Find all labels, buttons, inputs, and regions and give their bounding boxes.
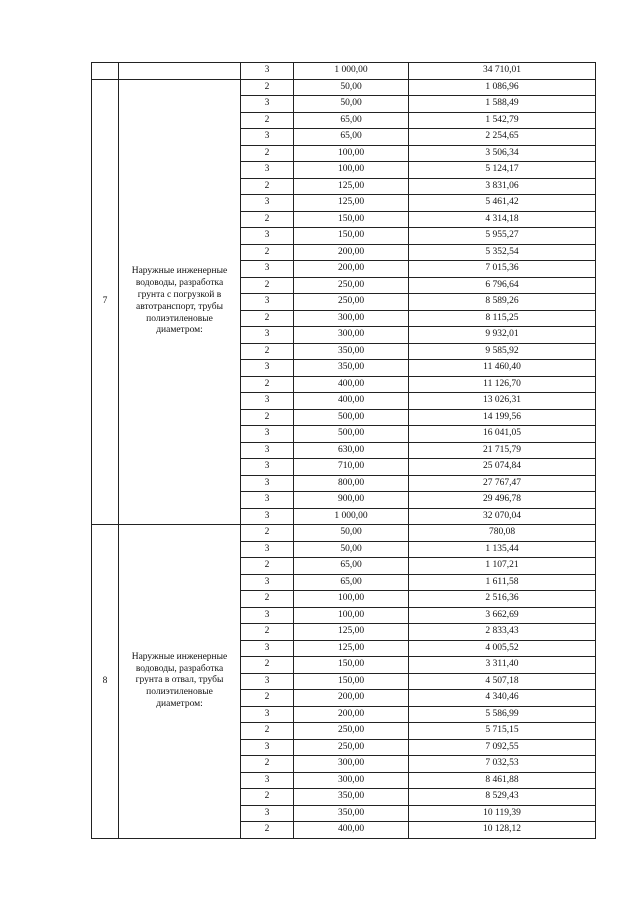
price-cell: 2 833,43 (409, 624, 596, 641)
price-cell: 9 585,92 (409, 343, 596, 360)
price-cell: 3 831,06 (409, 178, 596, 195)
diameter-cell: 100,00 (294, 607, 409, 624)
price-cell: 32 070,04 (409, 508, 596, 525)
diameter-cell: 300,00 (294, 756, 409, 773)
diameter-cell: 250,00 (294, 277, 409, 294)
price-cell: 8 115,25 (409, 310, 596, 327)
diameter-cell: 350,00 (294, 789, 409, 806)
diameter-cell: 800,00 (294, 475, 409, 492)
category-cell: 2 (241, 244, 294, 261)
price-cell: 21 715,79 (409, 442, 596, 459)
category-cell: 3 (241, 261, 294, 278)
description-cell (119, 63, 241, 80)
category-cell: 2 (241, 690, 294, 707)
category-cell: 3 (241, 195, 294, 212)
category-cell: 2 (241, 822, 294, 839)
price-cell: 7 032,53 (409, 756, 596, 773)
price-cell: 2 254,65 (409, 129, 596, 146)
diameter-cell: 65,00 (294, 574, 409, 591)
price-cell: 2 516,36 (409, 591, 596, 608)
diameter-cell: 65,00 (294, 112, 409, 129)
diameter-cell: 150,00 (294, 228, 409, 245)
price-cell: 11 460,40 (409, 360, 596, 377)
price-cell: 4 314,18 (409, 211, 596, 228)
price-cell: 4 005,52 (409, 640, 596, 657)
category-cell: 2 (241, 624, 294, 641)
price-cell: 34 710,01 (409, 63, 596, 80)
price-cell: 14 199,56 (409, 409, 596, 426)
category-cell: 3 (241, 327, 294, 344)
category-cell: 3 (241, 706, 294, 723)
category-cell: 3 (241, 607, 294, 624)
diameter-cell: 200,00 (294, 690, 409, 707)
category-cell: 2 (241, 310, 294, 327)
price-cell: 5 352,54 (409, 244, 596, 261)
category-cell: 3 (241, 228, 294, 245)
diameter-cell: 200,00 (294, 261, 409, 278)
diameter-cell: 300,00 (294, 310, 409, 327)
diameter-cell: 1 000,00 (294, 508, 409, 525)
category-cell: 3 (241, 508, 294, 525)
diameter-cell: 50,00 (294, 79, 409, 96)
price-cell: 13 026,31 (409, 393, 596, 410)
diameter-cell: 100,00 (294, 162, 409, 179)
category-cell: 3 (241, 805, 294, 822)
diameter-cell: 400,00 (294, 822, 409, 839)
diameter-cell: 350,00 (294, 805, 409, 822)
diameter-cell: 65,00 (294, 558, 409, 575)
price-cell: 5 586,99 (409, 706, 596, 723)
diameter-cell: 125,00 (294, 624, 409, 641)
diameter-cell: 500,00 (294, 409, 409, 426)
category-cell: 2 (241, 558, 294, 575)
price-cell: 16 041,05 (409, 426, 596, 443)
price-cell: 4 507,18 (409, 673, 596, 690)
diameter-cell: 300,00 (294, 772, 409, 789)
description-cell: Наружные инженерные водоводы, разработка грунта с погрузкой в автотранспорт, трубы полиэтиленовые диаметром: (119, 79, 241, 525)
category-cell: 2 (241, 525, 294, 542)
category-cell: 3 (241, 393, 294, 410)
category-cell: 2 (241, 376, 294, 393)
diameter-cell: 900,00 (294, 492, 409, 509)
description-cell: Наружные инженерные водоводы, разработка грунта в отвал, трубы полиэтиленовые диаметром: (119, 525, 241, 839)
diameter-cell: 350,00 (294, 343, 409, 360)
price-cell: 11 126,70 (409, 376, 596, 393)
category-cell: 3 (241, 360, 294, 377)
category-cell: 2 (241, 79, 294, 96)
price-cell: 10 119,39 (409, 805, 596, 822)
price-cell: 4 340,46 (409, 690, 596, 707)
category-cell: 2 (241, 178, 294, 195)
diameter-cell: 100,00 (294, 591, 409, 608)
diameter-cell: 400,00 (294, 376, 409, 393)
price-cell: 3 662,69 (409, 607, 596, 624)
category-cell: 3 (241, 129, 294, 146)
category-cell: 2 (241, 723, 294, 740)
diameter-cell: 125,00 (294, 640, 409, 657)
diameter-cell: 250,00 (294, 739, 409, 756)
diameter-cell: 150,00 (294, 673, 409, 690)
category-cell: 3 (241, 574, 294, 591)
diameter-cell: 50,00 (294, 525, 409, 542)
category-cell: 3 (241, 772, 294, 789)
price-cell: 1 086,96 (409, 79, 596, 96)
category-cell: 2 (241, 112, 294, 129)
category-cell: 2 (241, 657, 294, 674)
category-cell: 3 (241, 541, 294, 558)
price-cell: 1 611,58 (409, 574, 596, 591)
price-cell: 5 461,42 (409, 195, 596, 212)
diameter-cell: 1 000,00 (294, 63, 409, 80)
price-table (91, 62, 596, 839)
category-cell: 3 (241, 475, 294, 492)
diameter-cell: 250,00 (294, 294, 409, 311)
price-cell: 8 529,43 (409, 789, 596, 806)
diameter-cell: 150,00 (294, 211, 409, 228)
diameter-cell: 125,00 (294, 195, 409, 212)
category-cell: 2 (241, 277, 294, 294)
diameter-cell: 300,00 (294, 327, 409, 344)
price-cell: 5 124,17 (409, 162, 596, 179)
category-cell: 3 (241, 640, 294, 657)
category-cell: 3 (241, 63, 294, 80)
diameter-cell: 400,00 (294, 393, 409, 410)
category-cell: 3 (241, 96, 294, 113)
category-cell: 2 (241, 343, 294, 360)
category-cell: 2 (241, 211, 294, 228)
price-cell: 1 542,79 (409, 112, 596, 129)
price-cell: 1 135,44 (409, 541, 596, 558)
category-cell: 3 (241, 492, 294, 509)
diameter-cell: 710,00 (294, 459, 409, 476)
category-cell: 2 (241, 409, 294, 426)
diameter-cell: 630,00 (294, 442, 409, 459)
price-cell: 7 015,36 (409, 261, 596, 278)
diameter-cell: 100,00 (294, 145, 409, 162)
category-cell: 2 (241, 145, 294, 162)
diameter-cell: 500,00 (294, 426, 409, 443)
diameter-cell: 350,00 (294, 360, 409, 377)
category-cell: 3 (241, 739, 294, 756)
category-cell: 3 (241, 459, 294, 476)
price-cell: 10 128,12 (409, 822, 596, 839)
price-cell: 6 796,64 (409, 277, 596, 294)
price-cell: 5 955,27 (409, 228, 596, 245)
category-cell: 3 (241, 162, 294, 179)
price-cell: 780,08 (409, 525, 596, 542)
category-cell: 2 (241, 756, 294, 773)
category-cell: 3 (241, 442, 294, 459)
diameter-cell: 150,00 (294, 657, 409, 674)
diameter-cell: 200,00 (294, 706, 409, 723)
diameter-cell: 65,00 (294, 129, 409, 146)
diameter-cell: 50,00 (294, 541, 409, 558)
category-cell: 2 (241, 591, 294, 608)
row-number-cell (92, 63, 119, 80)
price-cell: 3 506,34 (409, 145, 596, 162)
diameter-cell: 250,00 (294, 723, 409, 740)
price-cell: 1 588,49 (409, 96, 596, 113)
table-row (92, 63, 596, 80)
category-cell: 2 (241, 789, 294, 806)
category-cell: 3 (241, 673, 294, 690)
price-cell: 3 311,40 (409, 657, 596, 674)
table-row (92, 525, 596, 542)
price-cell: 27 767,47 (409, 475, 596, 492)
price-cell: 1 107,21 (409, 558, 596, 575)
price-cell: 5 715,15 (409, 723, 596, 740)
price-cell: 29 496,78 (409, 492, 596, 509)
price-cell: 25 074,84 (409, 459, 596, 476)
price-cell: 8 589,26 (409, 294, 596, 311)
category-cell: 3 (241, 294, 294, 311)
row-number-cell: 7 (92, 79, 119, 525)
category-cell: 3 (241, 426, 294, 443)
row-number-cell: 8 (92, 525, 119, 839)
diameter-cell: 200,00 (294, 244, 409, 261)
diameter-cell: 50,00 (294, 96, 409, 113)
diameter-cell: 125,00 (294, 178, 409, 195)
price-cell: 9 932,01 (409, 327, 596, 344)
price-cell: 8 461,88 (409, 772, 596, 789)
table-row (92, 79, 596, 96)
price-table-body (92, 63, 596, 839)
price-cell: 7 092,55 (409, 739, 596, 756)
